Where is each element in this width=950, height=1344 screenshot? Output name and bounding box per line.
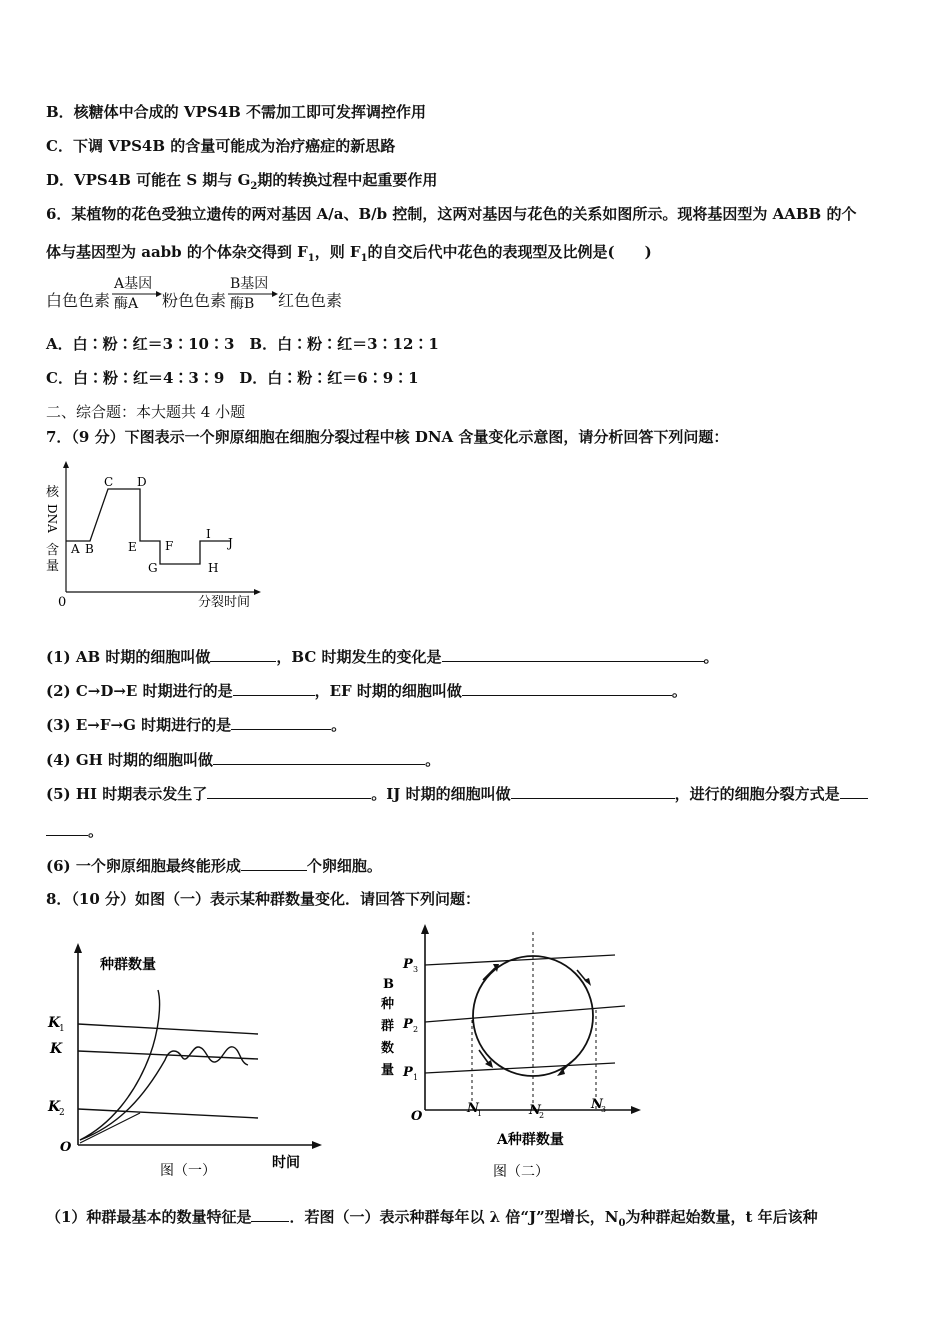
option-c: C．下调 VPS4B 的含量可能成为治疗癌症的新思路 <box>46 137 396 155</box>
x-axis-label: 分裂时间 <box>198 595 251 610</box>
k1-line <box>78 1024 258 1034</box>
svg-text:B: B <box>383 977 394 992</box>
point-f: F <box>165 539 174 553</box>
dna-content-graph <box>40 458 280 618</box>
answer-blank[interactable] <box>241 855 307 871</box>
p3-label: P <box>403 957 413 972</box>
point-a: A <box>71 542 80 556</box>
answer-blank[interactable] <box>210 646 276 662</box>
enzyme-a-label: 酶A <box>114 296 139 312</box>
answer-blank[interactable] <box>231 714 331 730</box>
q7-sub-5-cont: 。 <box>46 820 103 841</box>
point-c: C <box>104 475 114 489</box>
figure-1-population <box>40 935 330 1185</box>
red-pigment: 红色色素 <box>278 291 343 310</box>
n1-label: N <box>467 1101 479 1116</box>
section-2-heading: 二、综合题：本大题共 4 小题 <box>46 403 246 421</box>
q7-sub-2: (2) C→D→E 时期进行的是 ，EF 时期的细胞叫做 。 <box>46 682 687 700</box>
gene-a-label: A基因 <box>114 276 153 292</box>
origin-label: 0 <box>58 595 67 610</box>
figure-2-population-cycle <box>375 920 645 1185</box>
answer-blank[interactable] <box>840 783 868 799</box>
question-6-line2: 体与基因型为 aabb 的个体杂交得到 $F_1$，则 $F_1$的自交后代中花色的表现型及比例是( ) <box>46 243 652 264</box>
fig1-y-label: 种群数量 <box>100 957 156 973</box>
gene-b-label: B基因 <box>230 276 269 292</box>
svg-text:1: 1 <box>477 1109 483 1118</box>
point-h: H <box>208 561 219 575</box>
answer-blank[interactable] <box>46 820 88 836</box>
p2-label: P <box>403 1017 413 1032</box>
q7-sub-6: (6) 一个卵原细胞最终能形成 个卵细胞。 <box>46 857 382 875</box>
fig1-origin: O <box>60 1140 72 1155</box>
point-e: E <box>128 540 137 554</box>
answer-blank[interactable] <box>442 646 704 662</box>
svg-text:种: 种 <box>381 997 395 1012</box>
arrow-a <box>112 290 162 298</box>
svg-text:O: O <box>411 1109 423 1124</box>
n2-label: N <box>529 1103 541 1118</box>
q6-options-cd: C．白∶粉∶红＝4∶3∶9 D．白∶粉∶红＝6∶9∶1 <box>46 369 419 387</box>
option-d: D．VPS4B 可能在 S 期与 $G_2$期的转换过程中起重要作用 <box>46 171 438 192</box>
point-d: D <box>137 475 147 489</box>
k2-label: K <box>48 1099 61 1115</box>
svg-text:量: 量 <box>381 1063 395 1078</box>
q7-sub-1: (1) AB 时期的细胞叫做 ，BC 时期发生的变化是 。 <box>46 648 719 666</box>
q6-options-ab: A．白∶粉∶红＝3∶10∶3 B．白∶粉∶红＝3∶12∶1 <box>46 335 439 353</box>
q7-sub-3: (3) E→F→G 时期进行的是 。 <box>46 716 347 734</box>
pigment-pathway <box>46 270 386 314</box>
answer-blank[interactable] <box>511 783 675 799</box>
q7-sub-5: (5) HI 时期表示发生了 。IJ 时期的细胞叫做 ，进行的细胞分裂方式是 <box>46 783 868 804</box>
answer-blank[interactable] <box>251 1206 289 1222</box>
q8-sub-1: （1）种群最基本的数量特征是 ．若图（一）表示种群每年以 λ 倍“J”型增长，$N_0$为种群起始数量，t 年后该种 <box>46 1208 818 1229</box>
svg-text:DNA: DNA <box>45 504 59 533</box>
answer-blank[interactable] <box>233 680 315 696</box>
svg-text:1: 1 <box>59 1024 65 1034</box>
svg-text:1: 1 <box>413 1073 419 1082</box>
point-g: G <box>148 561 158 575</box>
svg-text:2: 2 <box>59 1108 65 1118</box>
svg-text:3: 3 <box>601 1105 607 1114</box>
y-label-char: 含 <box>46 543 60 558</box>
answer-blank[interactable] <box>207 783 371 799</box>
k1-label: K <box>48 1015 61 1031</box>
answer-blank[interactable] <box>462 680 672 696</box>
fig2-caption: 图（二） <box>493 1164 549 1180</box>
question-8-intro: 8．（10 分）如图（一）表示某种群数量变化．请回答下列问题： <box>46 890 481 908</box>
svg-text:3: 3 <box>413 965 419 974</box>
question-7-intro: 7．（9 分）下图表示一个卵原细胞在细胞分裂过程中核 DNA 含量变化示意图，请分析回答下列问题： <box>46 428 729 446</box>
fig1-x-label: 时间 <box>272 1155 300 1171</box>
n3-label: N <box>591 1097 603 1112</box>
svg-text:2: 2 <box>539 1111 545 1120</box>
k2-line <box>78 1109 258 1118</box>
question-6-line1: 6．某植物的花色受独立遗传的两对基因 A/a、B/b 控制，这两对基因与花色的关系如图所示。现将基因型为 AABB 的个 <box>46 205 857 223</box>
point-i: I <box>206 527 211 541</box>
enzyme-b-label: 酶B <box>230 296 255 312</box>
svg-text:数: 数 <box>381 1041 395 1056</box>
option-b: B．核糖体中合成的 VPS4B 不需加工即可发挥调控作用 <box>46 103 426 121</box>
pink-pigment: 粉色色素 <box>162 291 227 310</box>
white-pigment: 白色色素 <box>46 291 111 310</box>
svg-text:群: 群 <box>381 1019 395 1034</box>
q7-sub-4: (4) GH 时期的细胞叫做 。 <box>46 751 441 769</box>
point-j: J <box>228 536 233 550</box>
answer-blank[interactable] <box>213 749 425 765</box>
k-label: K <box>50 1041 63 1057</box>
p1-label: P <box>403 1065 413 1080</box>
s-curve <box>80 1047 248 1140</box>
y-label-char: 核 <box>46 485 60 500</box>
fig2-x-label: A种群数量 <box>497 1132 564 1148</box>
y-label-char: 量 <box>46 559 60 574</box>
arrow-b <box>228 290 278 298</box>
svg-text:2: 2 <box>413 1025 419 1034</box>
fig1-caption: 图（一） <box>160 1163 216 1179</box>
point-b: B <box>85 542 94 556</box>
